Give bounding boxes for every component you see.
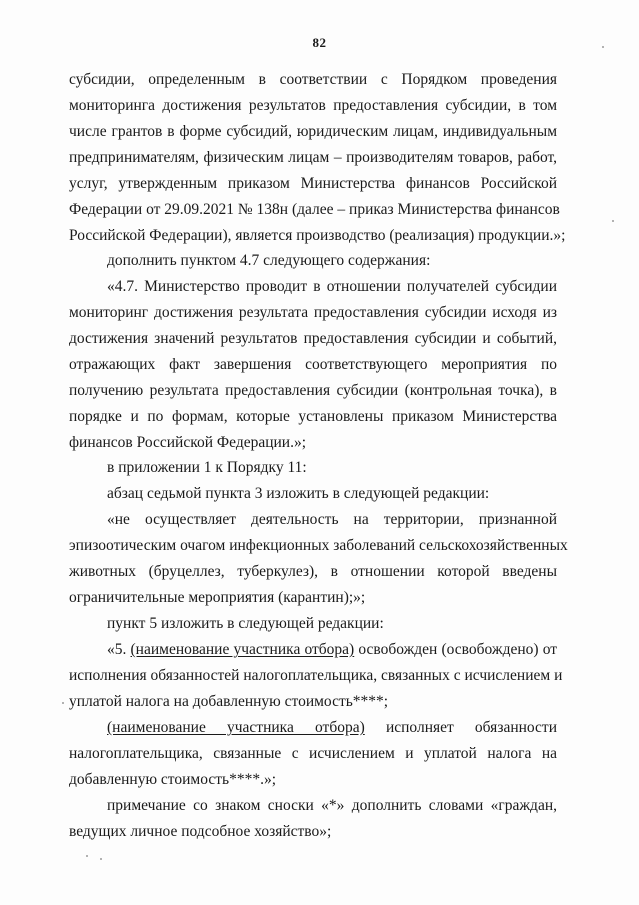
text-line: исполнения обязанностей налогоплательщика, связанных с исчислением и: [69, 667, 563, 684]
text-line: «4.7. Министерство проводит в отношении получателей субсидии: [107, 278, 557, 295]
underlined-placeholder: (наименование участника отбора): [107, 719, 365, 736]
text-line: налогоплательщика, связанные с исчислением и уплатой налога на: [69, 745, 557, 762]
scan-speck: [86, 855, 88, 857]
text-line: пункт 5 изложить в следующей редакции:: [107, 615, 384, 632]
text-line: добавленную стоимость****.»;: [69, 771, 277, 788]
page-number: 82: [312, 35, 327, 50]
text-line: в приложении 1 к Порядку 11:: [107, 459, 307, 476]
text-line: «не осуществляет деятельность на территории, признанной: [107, 511, 557, 528]
text-line: животных (бруцеллез, туберкулез), в отношении которой введены: [69, 563, 557, 580]
scan-speck: [100, 858, 102, 860]
text-line: примечание со знаком сноски «*» дополнить словами «граждан,: [107, 797, 557, 814]
text-line: Федерации от 29.09.2021 № 138н (далее – приказ Министерства финансов: [69, 201, 560, 218]
scan-speck: [62, 702, 64, 704]
text-line: дополнить пунктом 4.7 следующего содержания:: [107, 252, 431, 269]
text-line: предпринимателям, физическим лицам – производителям товаров, работ,: [69, 149, 557, 166]
text-line: [107, 719, 557, 737]
text-line: ведущих личное подсобное хозяйство»;: [69, 823, 332, 840]
text-line: эпизоотическим очагом инфекционных заболеваний сельскохозяйственных: [69, 537, 568, 554]
text-fragment: освобожден (освобождено) от: [354, 641, 558, 658]
text-line: мониторинг достижения результата предоставления субсидии исходя из: [69, 304, 557, 321]
text-line: получению результата предоставления субсидии (контрольная точка), в: [69, 382, 557, 399]
text-line: мониторинга достижения результатов предоставления субсидии, в том: [69, 97, 557, 114]
text-line: финансов Российской Федерации.»;: [69, 434, 307, 451]
text-fragment: исполняет обязанности: [364, 719, 557, 736]
text-line: числе грантов в форме субсидий, юридическим лицам, индивидуальным: [69, 123, 557, 140]
text-line: абзац седьмой пункта 3 изложить в следующей редакции:: [107, 485, 490, 502]
text-line: отражающих факт завершения соответствующего мероприятия по: [69, 356, 557, 373]
underlined-placeholder: (наименование участника отбора): [130, 641, 355, 658]
scan-speck: [612, 220, 614, 222]
text-line: уплатой налога на добавленную стоимость****;: [69, 693, 389, 710]
text-line: ограничительные мероприятия (карантин);»;: [69, 589, 366, 606]
text-line: субсидии, определенным в соответствии с Порядком проведения: [69, 71, 557, 88]
text-line: [107, 641, 557, 659]
text-line: услуг, утвержденным приказом Министерства финансов Российской: [69, 175, 557, 192]
text-line: порядке и по формам, которые установлены приказом Министерства: [69, 408, 557, 425]
scan-speck: [602, 46, 604, 48]
text-line: достижения значений результатов предоставления субсидии и событий,: [69, 330, 557, 347]
text-line: Российской Федерации), является производство (реализация) продукции.»;: [69, 227, 566, 244]
text-fragment: «5.: [107, 641, 131, 658]
